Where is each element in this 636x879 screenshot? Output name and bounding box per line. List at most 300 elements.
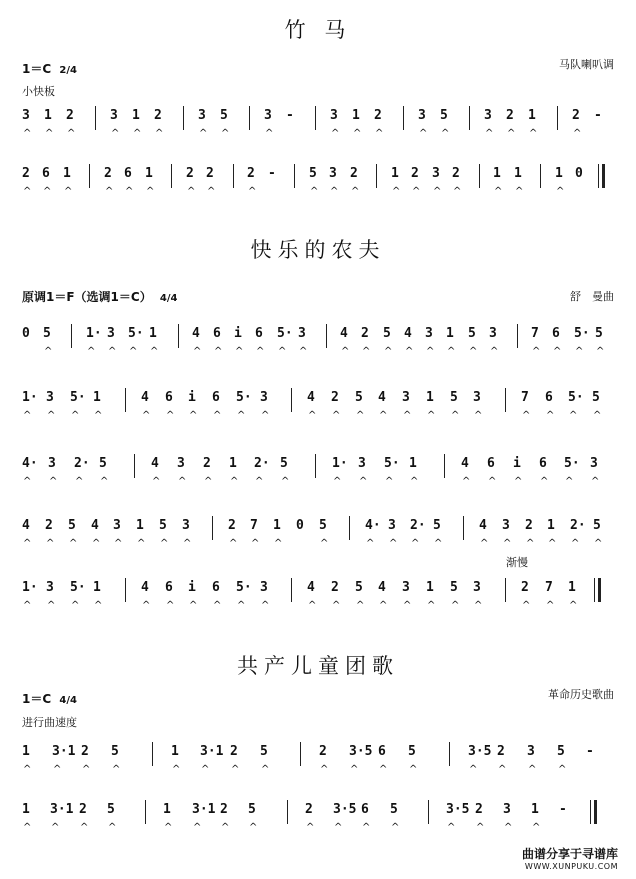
accent-mark: ^ [529, 128, 538, 139]
final-barline [590, 800, 600, 824]
note: 4· [365, 518, 381, 533]
accent-mark: ^ [306, 822, 315, 833]
note: 3 [329, 166, 337, 181]
note: i [188, 390, 196, 405]
note: 6 [487, 456, 495, 471]
key-label: 原调1＝F（选调1＝C） [22, 290, 152, 304]
note: 2 [305, 802, 313, 817]
note: 1 [391, 166, 399, 181]
accent-mark: ^ [221, 128, 230, 139]
accent-mark: ^ [451, 600, 460, 611]
note: 1 [514, 166, 522, 181]
score-row [22, 164, 616, 204]
note: 7 [250, 518, 258, 533]
note: 5 [260, 744, 268, 759]
barline [125, 388, 126, 412]
note: 2 [572, 108, 580, 123]
note: 4 [340, 326, 348, 341]
accent-mark: ^ [237, 410, 246, 421]
accent-mark: ^ [214, 346, 223, 357]
accent-mark: ^ [44, 346, 53, 357]
note: 6 [545, 390, 553, 405]
accent-mark: ^ [166, 410, 175, 421]
note: 4 [378, 390, 386, 405]
barline [505, 578, 506, 602]
note: 5· [128, 326, 144, 341]
note: 2 [411, 166, 419, 181]
note: 3 [198, 108, 206, 123]
accent-mark: ^ [23, 476, 32, 487]
accent-mark: ^ [426, 346, 435, 357]
accent-mark: ^ [504, 822, 513, 833]
note: 1 [63, 166, 71, 181]
note: 2 [154, 108, 162, 123]
accent-mark: ^ [359, 476, 368, 487]
note: 4 [378, 580, 386, 595]
note: 0 [22, 326, 30, 341]
barline [71, 324, 72, 348]
note: 2 [247, 166, 255, 181]
accent-mark: ^ [23, 410, 32, 421]
accent-mark: ^ [47, 410, 56, 421]
site-watermark [522, 845, 618, 871]
note: 2 [319, 744, 327, 759]
accent-mark: ^ [43, 186, 52, 197]
note: 4 [461, 456, 469, 471]
note: 2· [570, 518, 586, 533]
note: 2 [374, 108, 382, 123]
barline [89, 164, 90, 188]
accent-mark: ^ [488, 476, 497, 487]
song-title-1: 竹 马 [284, 18, 352, 42]
barline [134, 454, 135, 478]
accent-mark: ^ [409, 764, 418, 775]
note: 1 [352, 108, 360, 123]
accent-mark: ^ [522, 410, 531, 421]
accent-mark: ^ [183, 538, 192, 549]
accent-mark: ^ [67, 128, 76, 139]
note: 6 [165, 390, 173, 405]
note: 1 [555, 166, 563, 181]
note: 6 [255, 326, 263, 341]
barline [557, 106, 558, 130]
note: 3 [48, 456, 56, 471]
note: 1 [136, 518, 144, 533]
barline [171, 164, 172, 188]
note: 1 [149, 326, 157, 341]
accent-mark: ^ [23, 822, 32, 833]
note: 3 [177, 456, 185, 471]
accent-mark: ^ [71, 600, 80, 611]
accent-mark: ^ [419, 128, 428, 139]
song-title-3: 共产儿童团歌 [237, 654, 399, 678]
accent-mark: ^ [392, 186, 401, 197]
note: 3 [260, 580, 268, 595]
accent-mark: ^ [532, 822, 541, 833]
barline [315, 454, 316, 478]
note: 5· [277, 326, 293, 341]
note: 6 [124, 166, 132, 181]
accent-mark: ^ [526, 538, 535, 549]
time-signature: 4/4 [159, 293, 178, 304]
accent-mark: ^ [427, 410, 436, 421]
note: 1 [273, 518, 281, 533]
note: 3 [107, 326, 115, 341]
accent-mark: ^ [299, 346, 308, 357]
barline [178, 324, 179, 348]
accent-mark: ^ [350, 764, 359, 775]
barline [444, 454, 445, 478]
accent-mark: ^ [150, 346, 159, 357]
note: 1· [86, 326, 102, 341]
note: 6 [361, 802, 369, 817]
note: 1 [531, 802, 539, 817]
note: 0 [575, 166, 583, 181]
note: 1· [22, 580, 38, 595]
accent-mark: ^ [213, 410, 222, 421]
note: 2 [497, 744, 505, 759]
note: 1 [22, 802, 30, 817]
watermark-text: 曲谱分享于寻谱库 [521, 847, 618, 861]
note: 1 [528, 108, 536, 123]
accent-mark: ^ [23, 600, 32, 611]
note: 2 [525, 518, 533, 533]
note: 3 [502, 518, 510, 533]
note: 5 [440, 108, 448, 123]
note: 3 [590, 456, 598, 471]
accent-mark: ^ [403, 600, 412, 611]
note: 3 [425, 326, 433, 341]
accent-mark: ^ [193, 346, 202, 357]
accent-mark: ^ [207, 186, 216, 197]
accent-mark: ^ [474, 600, 483, 611]
accent-mark: ^ [172, 764, 181, 775]
note: i [234, 326, 242, 341]
accent-mark: ^ [64, 186, 73, 197]
accent-mark: ^ [187, 186, 196, 197]
note: 5 [355, 390, 363, 405]
accent-mark: ^ [330, 186, 339, 197]
note: 3·1 [200, 744, 224, 759]
note: 3 [402, 390, 410, 405]
accent-mark: ^ [341, 346, 350, 357]
accent-mark: ^ [553, 346, 562, 357]
accent-mark: ^ [193, 822, 202, 833]
note: 6 [212, 390, 220, 405]
accent-mark: ^ [389, 538, 398, 549]
note: 2 [45, 518, 53, 533]
final-barline [598, 164, 608, 188]
note: 5 [107, 802, 115, 817]
score-row [22, 324, 616, 364]
note: 3 [46, 390, 54, 405]
accent-mark: ^ [152, 476, 161, 487]
accent-mark: ^ [231, 764, 240, 775]
note: 3·5 [446, 802, 470, 817]
accent-mark: ^ [411, 538, 420, 549]
accent-mark: ^ [334, 822, 343, 833]
accent-mark: ^ [320, 538, 329, 549]
note: 3 [358, 456, 366, 471]
accent-mark: ^ [490, 346, 499, 357]
barline [315, 106, 316, 130]
accent-mark: ^ [522, 600, 531, 611]
accent-mark: ^ [575, 346, 584, 357]
accent-mark: ^ [462, 476, 471, 487]
accent-mark: ^ [189, 600, 198, 611]
accent-mark: ^ [320, 764, 329, 775]
accent-mark: ^ [255, 476, 264, 487]
barline [479, 164, 480, 188]
note: 3 [264, 108, 272, 123]
note: 2 [220, 802, 228, 817]
note: 3·1 [50, 802, 74, 817]
time-signature: 2/4 [59, 65, 77, 76]
accent-mark: ^ [71, 410, 80, 421]
note: 5 [468, 326, 476, 341]
note: 5· [70, 390, 86, 405]
accent-mark: ^ [129, 346, 138, 357]
time-signature: 4/4 [59, 695, 77, 706]
accent-mark: ^ [281, 476, 290, 487]
barline [183, 106, 184, 130]
note: 5 [111, 744, 119, 759]
note: 5 [248, 802, 256, 817]
barline [233, 164, 234, 188]
accent-mark: ^ [507, 128, 516, 139]
accent-mark: ^ [53, 764, 62, 775]
note: 5 [383, 326, 391, 341]
note: 3 [260, 390, 268, 405]
accent-mark: ^ [229, 538, 238, 549]
accent-mark: ^ [451, 410, 460, 421]
accent-mark: ^ [251, 538, 260, 549]
note: 3 [489, 326, 497, 341]
accent-mark: ^ [114, 538, 123, 549]
accent-mark: ^ [137, 538, 146, 549]
accent-mark: ^ [69, 538, 78, 549]
note: 7 [521, 390, 529, 405]
accent-mark: ^ [166, 600, 175, 611]
accent-mark: ^ [49, 476, 58, 487]
note: 2 [228, 518, 236, 533]
note: 2· [254, 456, 270, 471]
accent-mark: ^ [230, 476, 239, 487]
accent-mark: ^ [265, 128, 274, 139]
accent-mark: ^ [87, 346, 96, 357]
accent-mark: ^ [46, 538, 55, 549]
accent-mark: ^ [379, 600, 388, 611]
accent-mark: ^ [112, 764, 121, 775]
note: 5· [70, 580, 86, 595]
note: 2 [186, 166, 194, 181]
accent-mark: ^ [23, 764, 32, 775]
note: 3 [527, 744, 535, 759]
barline [291, 578, 292, 602]
author-2: 舒 曼曲 [570, 290, 614, 303]
accent-mark: ^ [108, 346, 117, 357]
accent-mark: ^ [434, 538, 443, 549]
accent-mark: ^ [92, 538, 101, 549]
accent-mark: ^ [155, 128, 164, 139]
accent-mark: ^ [469, 764, 478, 775]
barline [125, 578, 126, 602]
accent-mark: ^ [108, 822, 117, 833]
note: 5 [43, 326, 51, 341]
accent-mark: ^ [375, 128, 384, 139]
note: 1 [22, 744, 30, 759]
accent-mark: ^ [469, 346, 478, 357]
note: 3 [432, 166, 440, 181]
note: 2 [331, 580, 339, 595]
note: 3·1 [52, 744, 76, 759]
note: 3 [330, 108, 338, 123]
accent-mark: ^ [51, 822, 60, 833]
note: 5 [309, 166, 317, 181]
accent-mark: ^ [308, 600, 317, 611]
barline [463, 516, 464, 540]
barline [287, 800, 288, 824]
note: 5 [557, 744, 565, 759]
accent-mark: ^ [433, 186, 442, 197]
accent-mark: ^ [540, 476, 549, 487]
accent-mark: ^ [569, 600, 578, 611]
note: 2 [81, 744, 89, 759]
tempo-change: 渐慢 [506, 556, 528, 569]
note: 4 [141, 390, 149, 405]
accent-mark: ^ [362, 822, 371, 833]
accent-mark: ^ [204, 476, 213, 487]
note: 5 [408, 744, 416, 759]
accent-mark: ^ [476, 822, 485, 833]
note: 2 [361, 326, 369, 341]
accent-mark: ^ [23, 538, 32, 549]
key-signature-1 [22, 60, 77, 77]
note: - [586, 744, 594, 759]
accent-mark: ^ [356, 410, 365, 421]
note: 4 [307, 580, 315, 595]
accent-mark: ^ [47, 600, 56, 611]
accent-mark: ^ [546, 600, 555, 611]
note: 5 [159, 518, 167, 533]
note: 5 [68, 518, 76, 533]
accent-mark: ^ [474, 410, 483, 421]
accent-mark: ^ [310, 186, 319, 197]
note: 3 [418, 108, 426, 123]
note: 4 [141, 580, 149, 595]
accent-mark: ^ [23, 186, 32, 197]
note: 4 [479, 518, 487, 533]
note: 1 [426, 580, 434, 595]
note: 5 [433, 518, 441, 533]
note: 0 [296, 518, 304, 533]
accent-mark: ^ [532, 346, 541, 357]
accent-mark: ^ [23, 128, 32, 139]
score-row [22, 578, 616, 618]
accent-mark: ^ [379, 764, 388, 775]
song-title-2: 快乐的农夫 [250, 238, 386, 262]
barline [249, 106, 250, 130]
note: 1 [547, 518, 555, 533]
accent-mark: ^ [133, 128, 142, 139]
accent-mark: ^ [384, 346, 393, 357]
accent-mark: ^ [82, 764, 91, 775]
note: 3 [473, 580, 481, 595]
note: 4 [404, 326, 412, 341]
accent-mark: ^ [515, 186, 524, 197]
accent-mark: ^ [503, 538, 512, 549]
tempo-marking-1: 小快板 [22, 85, 55, 98]
note: 3 [113, 518, 121, 533]
note: 1 [163, 802, 171, 817]
note: 2 [79, 802, 87, 817]
note: - [594, 108, 602, 123]
note: 5 [390, 802, 398, 817]
note: 2 [66, 108, 74, 123]
accent-mark: ^ [189, 410, 198, 421]
note: 2 [506, 108, 514, 123]
accent-mark: ^ [201, 764, 210, 775]
key-signature-3 [22, 690, 77, 707]
note: 2 [22, 166, 30, 181]
note: 6 [552, 326, 560, 341]
accent-mark: ^ [261, 600, 270, 611]
barline [449, 742, 450, 766]
note: 6 [213, 326, 221, 341]
barline [291, 388, 292, 412]
note: 2· [410, 518, 426, 533]
accent-mark: ^ [249, 822, 258, 833]
tempo-marking-3: 进行曲速度 [22, 716, 77, 729]
barline [294, 164, 295, 188]
note: 6 [539, 456, 547, 471]
accent-mark: ^ [514, 476, 523, 487]
note: 5 [450, 390, 458, 405]
note: 2 [230, 744, 238, 759]
barline [212, 516, 213, 540]
note: 2 [206, 166, 214, 181]
barline [505, 388, 506, 412]
note: 1 [145, 166, 153, 181]
note: 3 [388, 518, 396, 533]
note: 1 [171, 744, 179, 759]
accent-mark: ^ [546, 410, 555, 421]
note: 5 [319, 518, 327, 533]
score-row [22, 454, 616, 494]
note: 3·5 [468, 744, 492, 759]
note: - [559, 802, 567, 817]
note: 5 [280, 456, 288, 471]
barline [376, 164, 377, 188]
barline [469, 106, 470, 130]
note: 5 [99, 456, 107, 471]
note: 1 [132, 108, 140, 123]
accent-mark: ^ [485, 128, 494, 139]
accent-mark: ^ [308, 410, 317, 421]
note: 4 [22, 518, 30, 533]
note: 6 [378, 744, 386, 759]
accent-mark: ^ [558, 764, 567, 775]
accent-mark: ^ [571, 538, 580, 549]
accent-mark: ^ [353, 128, 362, 139]
accent-mark: ^ [235, 346, 244, 357]
accent-mark: ^ [494, 186, 503, 197]
accent-mark: ^ [593, 410, 602, 421]
accent-mark: ^ [111, 128, 120, 139]
accent-mark: ^ [498, 764, 507, 775]
accent-mark: ^ [221, 822, 230, 833]
note: 5 [592, 390, 600, 405]
